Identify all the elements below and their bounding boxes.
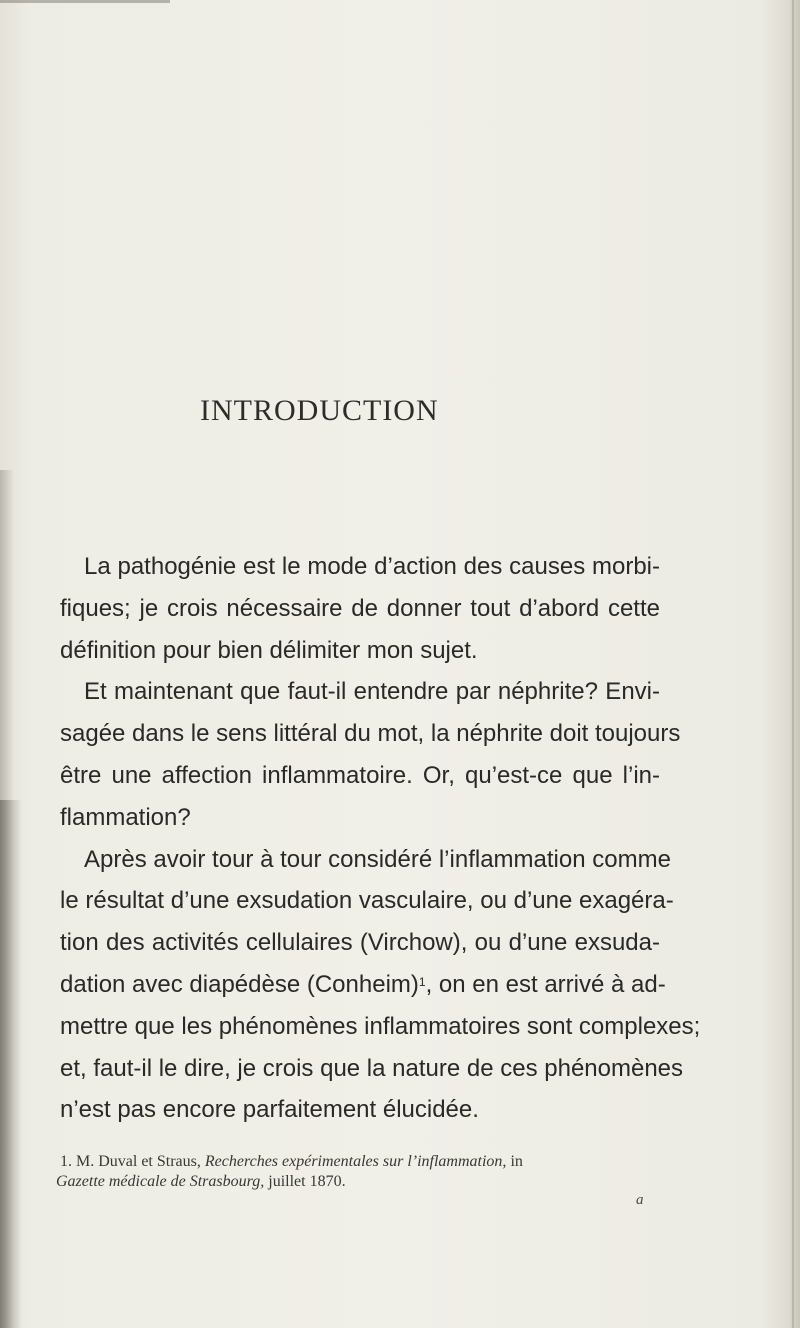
text-line: et, faut-il le dire, je crois que la nature de ces phénomènes bbox=[60, 1054, 684, 1082]
text-line: être une affection inflammatoire. Or, qu’est-ce que l’in- bbox=[60, 761, 660, 789]
text-line: flammation? bbox=[60, 803, 191, 831]
text-line: le résultat d’une exsudation vasculaire, ou d’une exagéra- bbox=[60, 887, 674, 915]
text-line: tion des activités cellulaires (Virchow), ou d’une exsuda- bbox=[60, 929, 660, 957]
text-line-with-footnote bbox=[60, 964, 666, 1006]
footnote-line bbox=[56, 1172, 660, 1192]
top-edge-mark bbox=[0, 0, 170, 3]
text-line: définition pour bien délimiter mon sujet. bbox=[60, 636, 478, 664]
text-line: fiques; je crois nécessaire de donner tout d’abord cette bbox=[60, 594, 660, 622]
footnote-number: 1. bbox=[60, 1153, 72, 1170]
text-line: n’est pas encore parfaitement élucidée. bbox=[60, 1096, 479, 1124]
footnote-authors: M. Duval et Straus, bbox=[76, 1153, 201, 1170]
footnote-reference: 1 bbox=[418, 974, 426, 989]
footnote-in: in bbox=[510, 1153, 523, 1170]
footnote-line bbox=[56, 1152, 660, 1172]
footnote-title: Recherches expérimentales sur l’inflammation, bbox=[204, 1153, 507, 1170]
binding-shadow bbox=[0, 800, 22, 1328]
text-line: sagée dans le sens littéral du mot, la néphrite doit toujours bbox=[60, 720, 681, 748]
text-line: Et maintenant que faut-il entendre par néphrite? Envi- bbox=[84, 678, 660, 706]
binding-shadow-upper bbox=[0, 470, 14, 800]
signature-mark: a bbox=[636, 1192, 644, 1208]
right-edge-line bbox=[792, 0, 794, 1328]
text-segment: , on en est arrivé à ad- bbox=[425, 970, 666, 998]
footnote-date: juillet 1870. bbox=[268, 1173, 346, 1190]
page-title: INTRODUCTION bbox=[200, 394, 439, 427]
text-line: La pathogénie est le mode d’action des causes morbi- bbox=[84, 553, 660, 580]
text-line: Après avoir tour à tour considéré l’inflammation comme bbox=[84, 845, 671, 873]
body-text bbox=[60, 546, 701, 1131]
text-segment: dation avec diapédèse (Conheim) bbox=[60, 970, 419, 998]
footnote bbox=[56, 1152, 660, 1192]
text-line: mettre que les phénomènes inflammatoires sont complexes; bbox=[60, 1012, 701, 1040]
footnote-journal: Gazette médicale de Strasbourg, bbox=[56, 1173, 265, 1190]
